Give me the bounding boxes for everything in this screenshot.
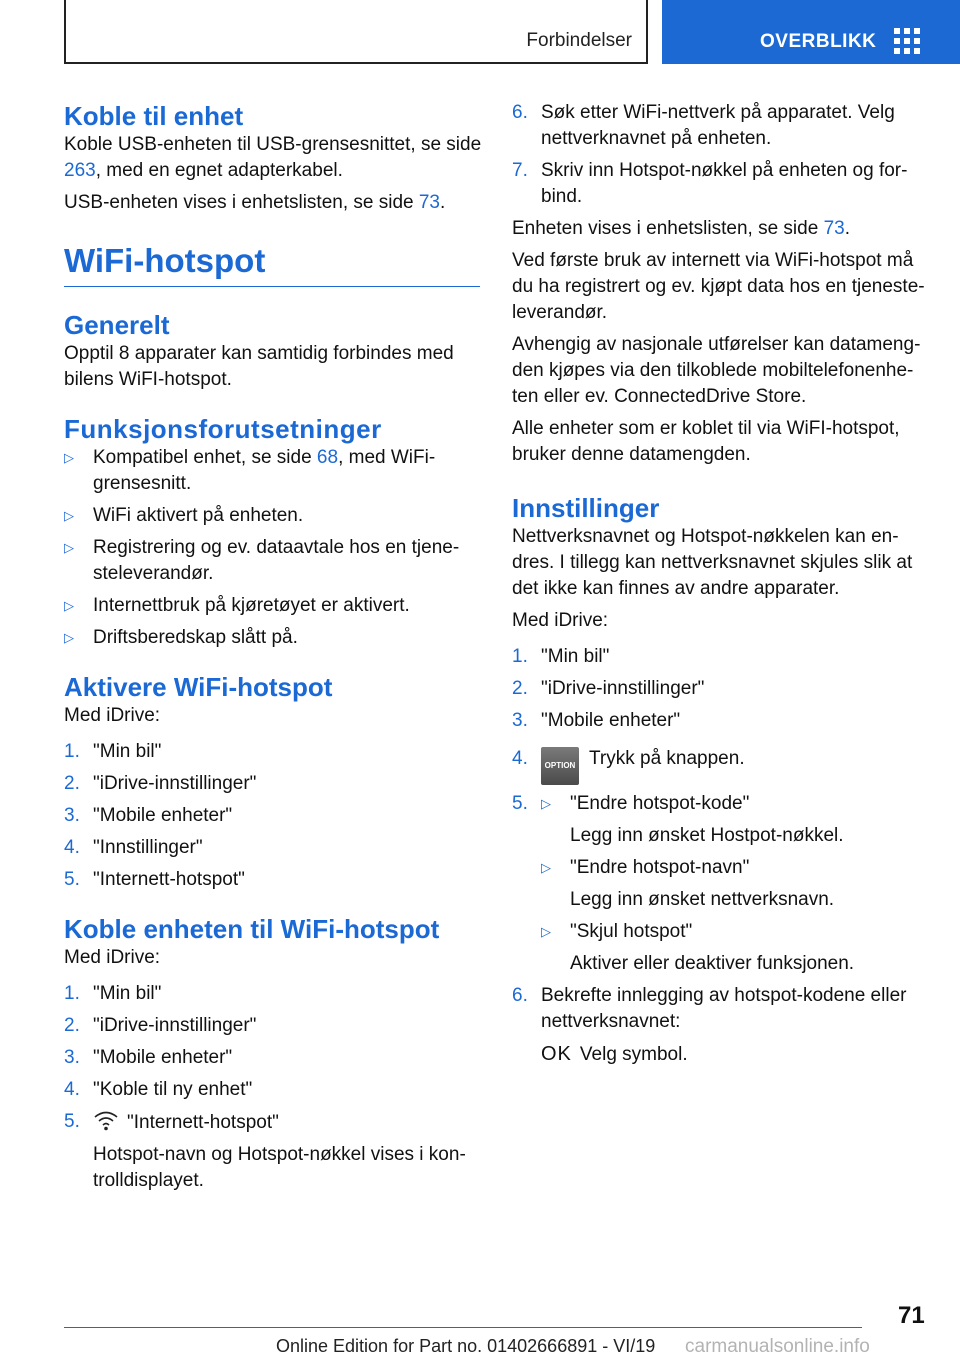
page-link[interactable]: 263 (64, 160, 96, 181)
paragraph: Enheten vises i enhetslisten, se side 73. (512, 218, 850, 239)
page-link[interactable]: 73 (823, 218, 845, 239)
paragraph: Med iDrive: (512, 610, 609, 631)
triangle-bullet-icon: ▷ (64, 508, 74, 523)
overview-label: OVERBLIKK (760, 31, 877, 52)
paragraph: Alle enheter som er koblet til via WiFI-hotspot, bruker denne datamengden. (512, 418, 900, 465)
ok-symbol-icon: OK (541, 1043, 572, 1065)
main-title: WiFi-hotspot (64, 242, 266, 279)
list-item: ▷ Driftsberedskap slått på. (64, 625, 484, 651)
footer-edition: Online Edition for Part no. 01402666891 - VI/19 (276, 1336, 656, 1356)
paragraph: Ved første bruk av internett via WiFi-hotspot må du ha registrert og ev. kjøpt data hos en tjenesteleverandør. (512, 250, 925, 323)
list-item: ▷ Kompatibel enhet, se side 68, med WiFi-grensesnitt. (64, 447, 436, 494)
list-item: ▷ "Endre hotspot-navn" (512, 855, 932, 881)
list-item: 6. Bekrefte innlegging av hotspot-kodene eller nettverksnavnet: (512, 985, 907, 1032)
list-item: 1. "Min bil" (64, 741, 162, 762)
list-item: 5. "Internett-hotspot" (64, 869, 245, 890)
top-navigation-bar (64, 0, 960, 64)
triangle-bullet-icon: ▷ (64, 630, 74, 645)
section-tab-label: Forbindelser (526, 30, 632, 51)
list-item: 1. "Min bil" (512, 646, 610, 667)
heading-generelt: Generelt (64, 310, 170, 340)
list-item: 2. "iDrive-innstillinger" (64, 1015, 257, 1036)
grid-menu-icon (894, 28, 920, 54)
triangle-bullet-icon: ▷ (541, 860, 551, 875)
paragraph: Koble USB-enheten til USB-grensesnittet, se side 263, med en egnet adapterkabel. (64, 134, 482, 181)
triangle-bullet-icon: ▷ (64, 540, 74, 555)
paragraph: Avhengig av nasjonale utførelser kan datamengden kjøpes via den tilkoblede mobiltelefonenheten eller ev. ConnectedDrive Store. (512, 334, 921, 407)
footer-rule (64, 1327, 862, 1328)
watermark: carmanualsonline.info (685, 1336, 870, 1357)
page-link[interactable]: 73 (418, 192, 440, 213)
list-item: 4. OPTION Trykk på knappen. (512, 746, 932, 785)
triangle-bullet-icon: ▷ (541, 924, 551, 939)
step-note: Aktiver eller deaktiver funksjonen. (570, 953, 855, 974)
list-item: 1. "Min bil" (64, 983, 162, 1004)
list-item: 3. "Mobile enheter" (64, 1047, 233, 1068)
triangle-bullet-icon: ▷ (541, 796, 551, 811)
paragraph: Nettverksnavnet og Hotspot-nøkkelen kan endres. I tillegg kan nettverksnavnet skjules slik at det ikke kan finnes av andre apparater. (512, 526, 913, 599)
heading-funksjonsforutsetninger: Funksjonsforutsetninger (64, 414, 382, 444)
heading-koble-til-enhet: Koble til enhet (64, 101, 244, 131)
overview-button[interactable] (662, 0, 960, 64)
paragraph: Med iDrive: (64, 947, 161, 968)
list-item: 2. "iDrive-innstillinger" (64, 773, 257, 794)
page-link[interactable]: 68 (316, 447, 339, 468)
paragraph: USB-enheten vises i enhetslisten, se side 73. (64, 192, 446, 213)
list-item: ▷ Registrering og ev. dataavtale hos en tjenesteleverandør. (64, 537, 460, 584)
section-tab[interactable] (64, 0, 648, 64)
paragraph: Opptil 8 apparater kan samtidig forbindes med bilens WiFI-hotspot. (64, 343, 454, 390)
heading-innstillinger: Innstillinger (512, 493, 660, 523)
page-number: 71 (898, 1302, 925, 1329)
left-column (64, 100, 484, 1200)
list-item: 7. Skriv inn Hotspot-nøkkel på enheten og forbind. (512, 160, 908, 207)
list-item: 2. "iDrive-innstillinger" (512, 678, 705, 699)
list-item: ▷ WiFi aktivert på enheten. (64, 503, 484, 529)
list-item: 6. Søk etter WiFi-nettverk på apparatet. Velg nettverknavnet på enheten. (512, 102, 895, 149)
step-note: OK Velg symbol. (541, 1043, 688, 1065)
heading-aktivere-wifi-hotspot: Aktivere WiFi-hotspot (64, 672, 333, 702)
list-item: 3. "Mobile enheter" (512, 710, 681, 731)
wifi-icon (93, 1109, 119, 1131)
step-note: Hotspot-navn og Hotspot-nøkkel vises i kontrolldisplayet. (93, 1144, 466, 1191)
list-item: ▷ "Skjul hotspot" (512, 919, 932, 945)
triangle-bullet-icon: ▷ (64, 450, 74, 465)
option-button-icon: OPTION (541, 747, 579, 785)
triangle-bullet-icon: ▷ (64, 598, 74, 613)
list-item: ▷ Internettbruk på kjøretøyet er aktivert. (64, 593, 484, 619)
paragraph: Med iDrive: (64, 705, 161, 726)
list-item: 3. "Mobile enheter" (64, 805, 233, 826)
right-column (512, 100, 932, 1074)
heading-koble-enheten: Koble enheten til WiFi-hotspot (64, 914, 440, 944)
step-note: Legg inn ønsket nettverksnavn. (570, 889, 835, 910)
list-item: 5. "Internett-hotspot" (64, 1111, 279, 1133)
list-item: 5. ▷ "Endre hotspot-kode" (512, 791, 932, 817)
list-item: 4. "Innstillinger" (64, 837, 203, 858)
list-item: 4. "Koble til ny enhet" (64, 1079, 253, 1100)
step-note: Legg inn ønsket Hostpot-nøkkel. (570, 825, 844, 846)
